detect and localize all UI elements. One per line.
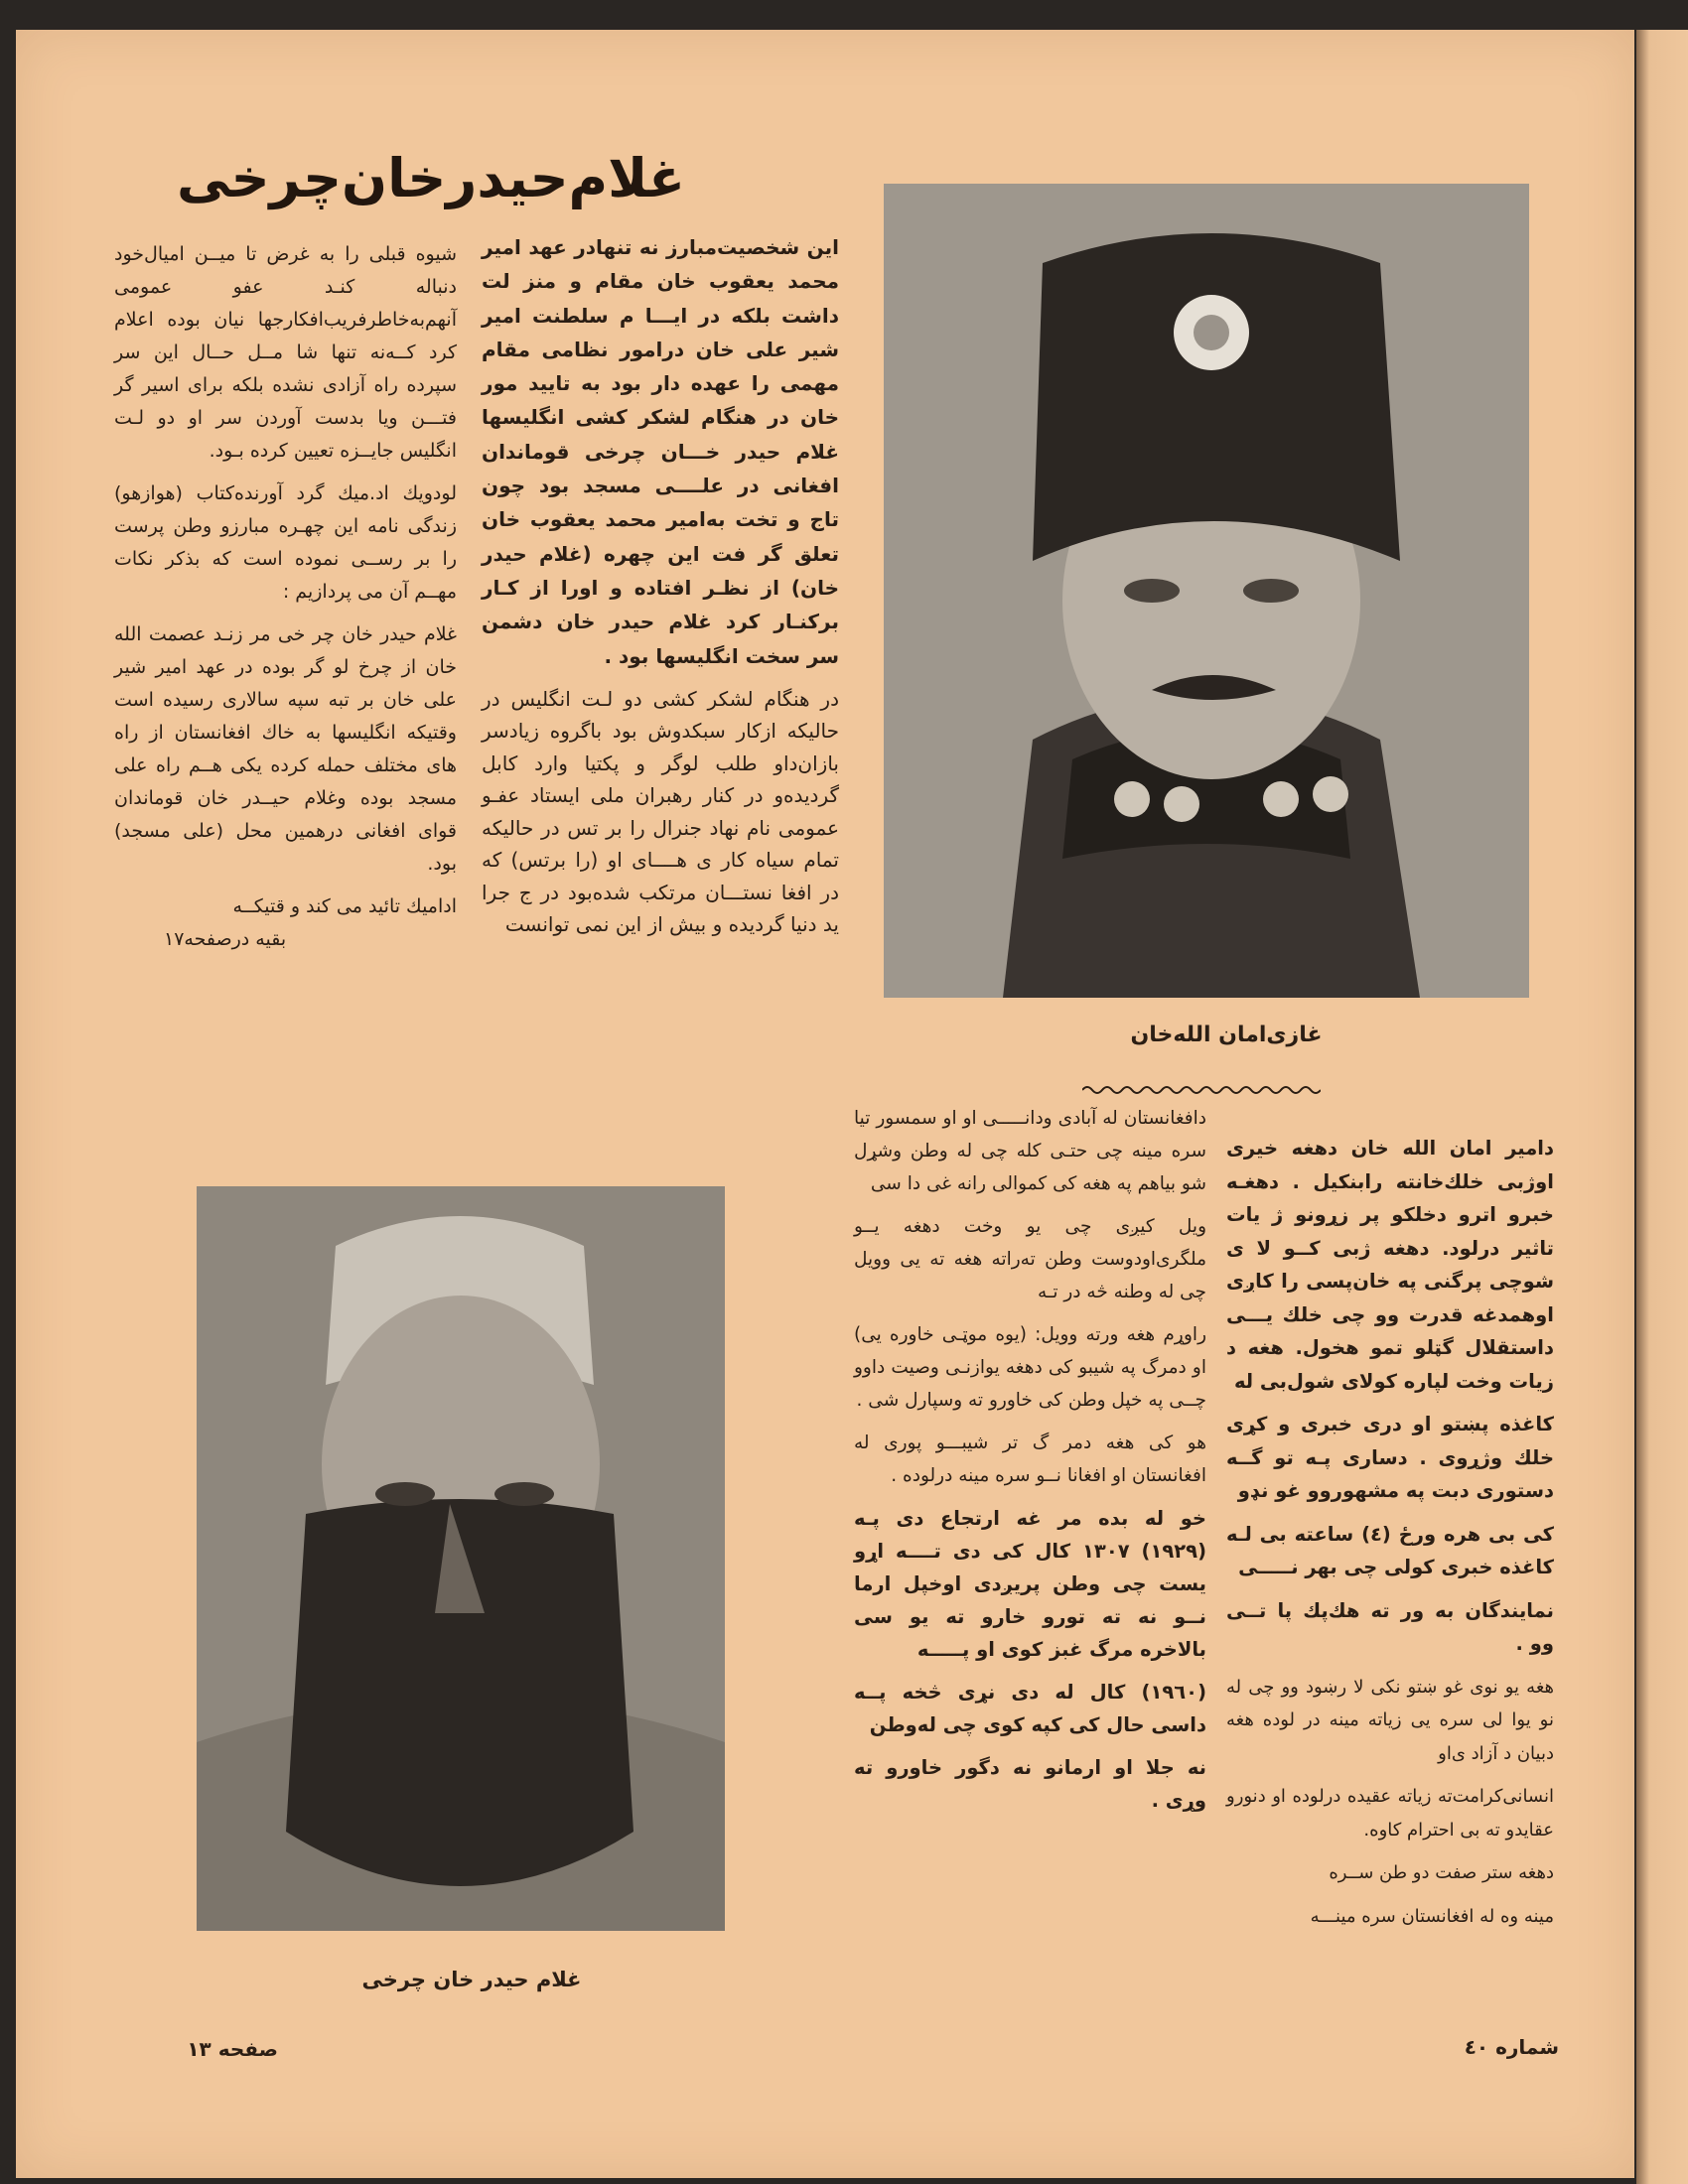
article-paragraph: لودویك اد.میك گرد آورنده‌کتاب (هوازهو) زندگی نامه این چهـره مبارزو وطن پرست را بر رســی نموده است که بذکر نکات مهــم آن می پردازیم : (114, 482, 457, 603)
portrait-illustration (884, 184, 1529, 998)
issue-number: شماره ٤۰ (1464, 2035, 1559, 2059)
pashto-paragraph: ویل کیږی چی یو وخت دهغه یــو ملگری‌اودوست وطن ته‌راته هغه ته يی وويل چی له وطنه څه در تـه (854, 1216, 1206, 1302)
pashto-column-middle (854, 1102, 1206, 1827)
pashto-paragraph: دهغه ستر صفت دو طن ســره (1329, 1862, 1554, 1883)
pashto-paragraph: نه جلا او ارمانو نه دگور خاورو ته وړی . (854, 1756, 1206, 1812)
pashto-paragraph: خو له بده مر غه ارتجاع دی پـه (۱۹۲۹) ۱۳۰۷ کال کی دی تــــه اړو یست چی وطن پریږدی اوخپل ارما نــو نه ته تورو خارو ته يو سی بالاخره مرگ غبز کوی او پـــــه (854, 1507, 1206, 1661)
article-paragraph: ادامیك تائید می کند و قتیکــه (232, 895, 457, 917)
pashto-paragraph: (۱۹٦۰) کال له دی نړی څخه پــه داسی حال کی کپه کوی چی له‌وطن (854, 1681, 1206, 1736)
pashto-paragraph: دافغانستان له آبادی ودانـــــی او او سمسور تیا سره مینه چی حتـی کله چی له وطن وشړل شو بیاهم په هغه کی کموالی رانه غی دا سی (854, 1108, 1206, 1194)
article-column-left (114, 238, 457, 956)
pashto-paragraph: انسانی‌کرامت‌ته زياته عقیده درلوده او دنورو عقايدو ته بی احترام کاوه. (1226, 1786, 1554, 1841)
page-number: صفحه ۱۳ (187, 2037, 278, 2061)
photo-caption-top: غازی‌امان الله‌خان (1130, 1023, 1323, 1047)
pashto-column-right (1226, 1132, 1554, 1943)
pashto-paragraph: نمایندگان به ور ته هك‌پك پا تــی وو . (1226, 1598, 1554, 1655)
article-column-middle (482, 230, 839, 951)
pashto-paragraph: کی بی هره ورځ (٤) ساعته بی لـه کاغذه خبری کولی چی بهر نـــــی (1226, 1522, 1555, 1578)
pashto-paragraph: مینه وه له افغانستان سره مینـــه (1310, 1905, 1554, 1927)
photo-caption-bottom: غلام حیدر خان چرخی (361, 1968, 582, 1991)
next-page-edge (1636, 30, 1688, 2184)
pashto-paragraph: هغه يو نوی غو ښتو نکی لا رښود وو چی له نو یوا لی سره يی زياته مينه در لوده هغه دبیان د آزاد ی‌او (1226, 1676, 1554, 1764)
pashto-paragraph: هو کی هغه دمر گ تر شیبـــو پوری له افغانستان او افغانا نــو سره مینه درلوده . (854, 1433, 1206, 1486)
continued-note: بقیه درصفحه۱۷ (164, 928, 287, 950)
pashto-paragraph: راوړم هغه ورته وویل: (یوه موټـی خاوره يی) او دمرگ په شیبو کی دهغه یوازنـی وصیت داوو چــی په خپل وطن کی خاورو ته وسپارل شی . (854, 1324, 1206, 1411)
section-divider (1082, 1084, 1321, 1096)
portrait-photo-ghulam-haidar (197, 1186, 725, 1931)
portrait-photo-amanullah (884, 184, 1529, 998)
pashto-paragraph: کاغذه پښتو او دری خبری و کړی خلك وژړوی . دساری پـه تو گــه دستوری دبت په مشهوروو غو نډو (1226, 1413, 1554, 1502)
article-intro: این شخصیت‌مبارز نه تنهادر عهد امیر محمد یعقوب خان مقام و منز لت داشت بلکه در ایـــا م سلطنت امیر شیر علی خان درامور نظامی مقام مهمی را عهده دار بود به تایید مور خان در هنگام لشکر کشی انگلیسها غلام حیدر خـــان چرخی قوماندان افغانی در علــــی مسجد بود چون تاج و تخت به‌امیر محمد یعقوب خان تعلق گر فت این چهره (غلام حیدر خان) از نظـر افتاده و اورا از کـار برکنـار کرد غلام حیدر خان دشمن سر سخت انگلیسها بود . (482, 235, 839, 668)
pashto-paragraph: دامیر امان الله خان دهغه خیری اوژبی خلك‌خانته رابنکیل . دهغـه خبرو اترو دخلکو پر زړونو ژ یات تاثیر درلود. دهغه ژبی کــو لا ی شوچی پرگنی په خان‌پسی را کاږی اوهمدغه قدرت وو چی خلك یـــی داستقلال گټلو تمو هخول. هغه د زيات وخت لپاره کولای شول‌بی له (1226, 1137, 1554, 1393)
article-paragraph: غلام حیدر خان چر خی مر زنـد عصمت الله خان از چرخ لو گر بوده در عهد امیر شیر علی خان بر تبه سپه سالاری رسیده است وقتیکه انگلیسها به خاك افغانستان از راه های مختلف حمله کرده یکی هــم راه علی مسجد بوده وغلام حیــدر خان قوماندان قوای افغانی درهمین محل (علی مسجد) بود. (114, 623, 457, 875)
article-paragraph: شیوه قبلی را به غرض تا میــن امیال‌خود دنباله کنـد عفو عمومی آنهم‌به‌خاطرفریب‌افکارجها نیان بوده اعلام کرد کــه‌نه تنها شا مــل حــال این سر سپرده راه آزادی نشده بلکه برای اسیر گر فتـــن ویا بدست آوردن سر او دو لـت انگلیس جایــزه تعیین کرده بـود. (114, 243, 457, 462)
article-title: غلام‌حیدرخان‌چرخی (176, 147, 685, 209)
portrait-illustration (197, 1186, 725, 1931)
article-paragraph: در هنگام لشکر کشی دو لـت انگلیس در حالیکه ازکار سبکدوش بود باگروه زیادسر بازان‌داو طلب لوگر و پکتیا وارد کابل گردیده‌و در کنار رهبران ملی ایستاد عفـو عمومی نام نهاد جنرال را بر تس در حالیکه تمام سیاه کار ی هــــای او (را برتس) که در افغا نستـــان مرتکب شده‌بود در ج جرا ید دنیا گردیده و بیش از این نمی توانست (482, 686, 839, 937)
